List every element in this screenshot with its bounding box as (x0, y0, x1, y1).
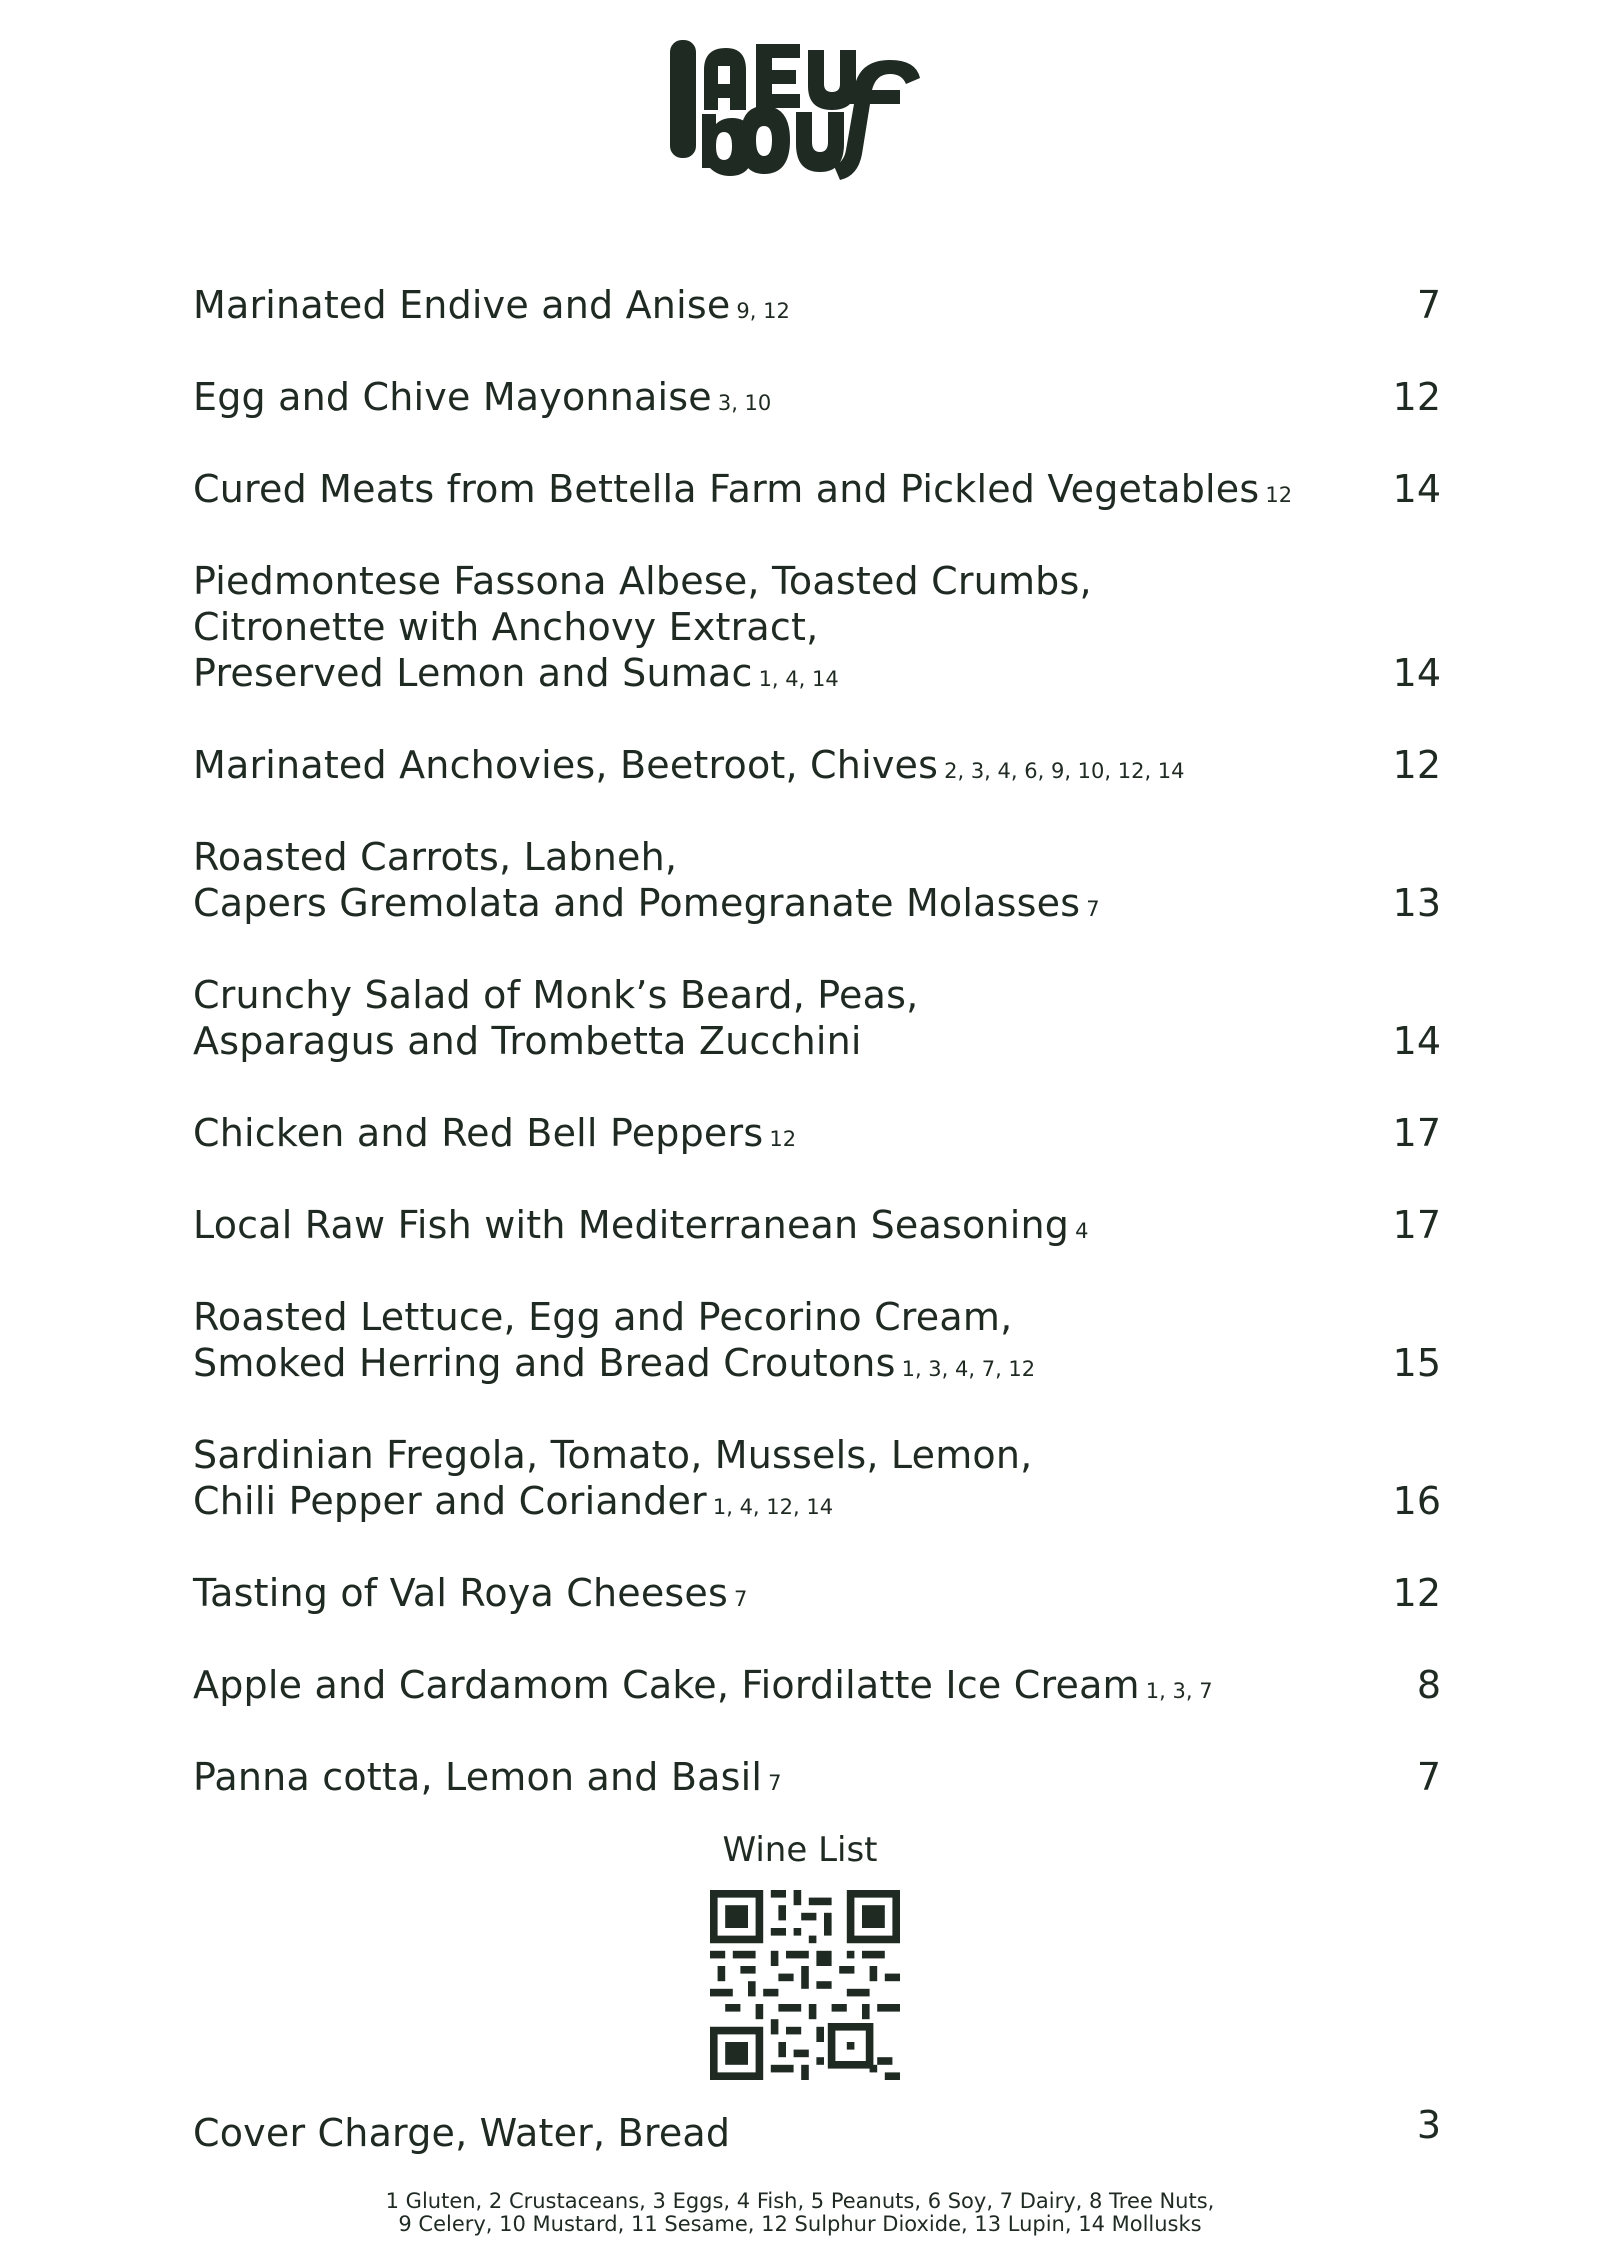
menu-item (193, 1294, 1433, 1392)
menu-item-name: Marinated Endive and Anise (193, 283, 731, 327)
menu-item-price: 14 (1392, 651, 1441, 695)
menu-item-name-line: Chili Pepper and Coriander (193, 1479, 707, 1523)
menu-item (193, 374, 1433, 426)
allergen-codes: 7 (768, 1771, 782, 1795)
allergen-legend-line: 9 Celery, 10 Mustard, 11 Sesame, 12 Sulphur Dioxide, 13 Lupin, 14 Mollusks (398, 2212, 1202, 2236)
allergen-codes: 7 (1086, 897, 1100, 921)
menu-item (193, 1110, 1433, 1162)
menu-item-name-line: Smoked Herring and Bread Croutons (193, 1341, 896, 1385)
menu-item-price: 7 (1416, 283, 1441, 327)
allergen-codes: 9, 12 (736, 299, 790, 323)
menu-item-name-line: Piedmontese Fassona Albese, Toasted Crumbs, (193, 559, 1092, 603)
allergen-codes: 2, 3, 4, 6, 9, 10, 12, 14 (944, 759, 1185, 783)
menu-item-price: 15 (1392, 1341, 1441, 1385)
wine-list-qr-code[interactable] (710, 1890, 900, 2080)
menu-item (193, 972, 1433, 1064)
menu-item (193, 742, 1433, 794)
allergen-codes: 1, 3, 7 (1145, 1679, 1213, 1703)
menu-item-name-line: Preserved Lemon and Sumac (193, 651, 753, 695)
menu-item (193, 1570, 1433, 1622)
menu-item (193, 466, 1433, 518)
menu-item (193, 558, 1433, 702)
menu-item-name: Chicken and Red Bell Peppers (193, 1111, 764, 1155)
menu-item (193, 282, 1433, 334)
allergen-codes: 7 (733, 1587, 748, 1611)
menu-item-name-line: Roasted Carrots, Labneh, (193, 835, 678, 879)
menu-item-name: Egg and Chive Mayonnaise (193, 375, 712, 419)
cover-charge (193, 2110, 1433, 2156)
menu-item-name-line: Roasted Lettuce, Egg and Pecorino Cream, (193, 1295, 1013, 1339)
menu-item-name: Apple and Cardamom Cake, Fiordilatte Ice Cream (193, 1663, 1140, 1707)
allergen-codes: 12 (1265, 483, 1293, 507)
laboeuf-logo (668, 30, 938, 182)
allergen-legend-line: 1 Gluten, 2 Crustaceans, 3 Eggs, 4 Fish, 5 Peanuts, 6 Soy, 7 Dairy, 8 Tree Nuts, (385, 2189, 1215, 2213)
menu-item-price: 17 (1392, 1111, 1441, 1155)
menu-item-name-line: Crunchy Salad of Monk’s Beard, Peas, (193, 973, 919, 1017)
menu-item-name: Panna cotta, Lemon and Basil (193, 1755, 763, 1799)
menu-item-name: Marinated Anchovies, Beetroot, Chives (193, 743, 939, 787)
menu-item-name-line: Capers Gremolata and Pomegranate Molasses (193, 881, 1081, 925)
wine-list-label: Wine List (722, 1830, 878, 1870)
menu-item-price: 7 (1416, 1755, 1441, 1799)
menu-item (193, 1662, 1433, 1714)
menu-item-price: 14 (1392, 467, 1441, 511)
menu-item-price: 8 (1416, 1663, 1441, 1707)
menu-item-name-line: Asparagus and Trombetta Zucchini (193, 1019, 862, 1063)
allergen-legend (0, 2190, 1600, 2236)
menu-item-price: 12 (1392, 375, 1441, 419)
allergen-codes: 12 (769, 1127, 797, 1151)
menu-item-name-line: Citronette with Anchovy Extract, (193, 605, 819, 649)
menu-item-name: Cured Meats from Bettella Farm and Pickled Vegetables (193, 467, 1260, 511)
allergen-codes: 3, 10 (717, 391, 772, 415)
menu-item-price: 16 (1392, 1479, 1441, 1523)
menu-item-price: 13 (1392, 881, 1441, 925)
menu-item-name-line: Sardinian Fregola, Tomato, Mussels, Lemon, (193, 1433, 1033, 1477)
menu-item-name: Local Raw Fish with Mediterranean Seasoning (193, 1203, 1070, 1247)
menu-item-price: 12 (1392, 1571, 1441, 1615)
allergen-codes: 4 (1075, 1219, 1089, 1243)
logo-letterforms (670, 40, 920, 180)
menu-item-price: 14 (1392, 1019, 1441, 1063)
menu-item (193, 1202, 1433, 1254)
allergen-codes: 1, 4, 12, 14 (712, 1495, 834, 1519)
allergen-codes: 1, 4, 14 (758, 667, 839, 691)
menu-item (193, 1432, 1433, 1530)
menu-item-price: 17 (1392, 1203, 1441, 1247)
menu-item (193, 1754, 1433, 1806)
menu-item-name: Tasting of Val Roya Cheeses (193, 1571, 728, 1615)
allergen-codes: 1, 3, 4, 7, 12 (901, 1357, 1036, 1381)
cover-charge-price: 3 (1416, 2103, 1441, 2147)
menu-item (193, 834, 1433, 932)
cover-charge-label: Cover Charge, Water, Bread (193, 2111, 731, 2155)
menu-item-price: 12 (1392, 743, 1441, 787)
